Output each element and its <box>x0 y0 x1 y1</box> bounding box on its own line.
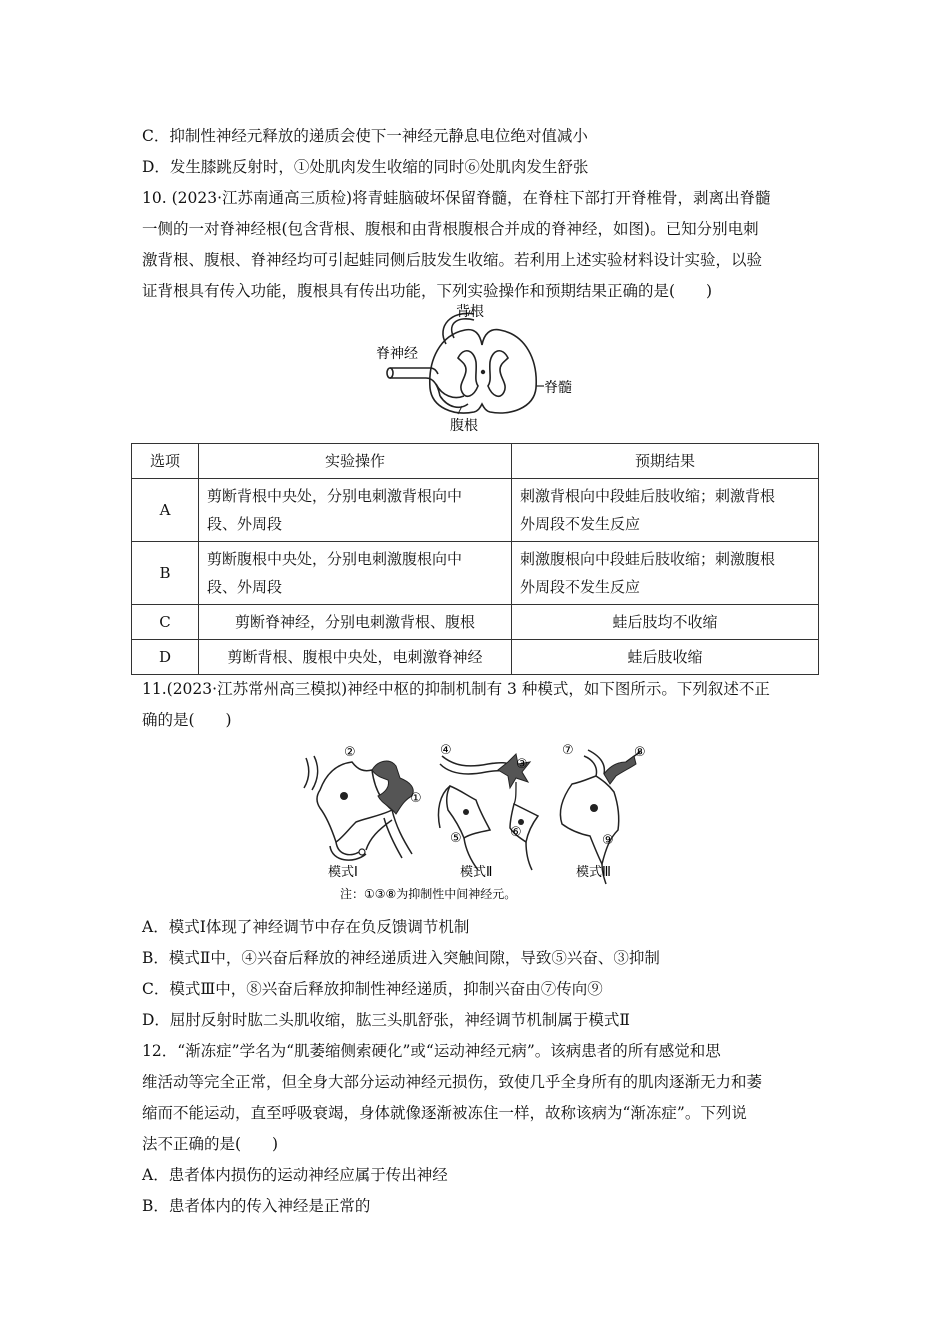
q10-options-table <box>131 443 819 675</box>
q11-option-a: A．模式Ⅰ体现了神经调节中存在负反馈调节机制 <box>142 918 470 936</box>
mode1-label: 模式Ⅰ <box>328 865 358 880</box>
q10-stem-line: 一侧的一对脊神经根(包含背根、腹根和由背根腹根合并成的脊神经，如图)。已知分别电刺 <box>142 220 759 238</box>
operation-text: 剪断腹根中央处，分别电刺激腹根向中 <box>207 550 463 568</box>
q12-stem-line: 缩而不能运动，直至呼吸衰竭，身体就像逐渐被冻住一样，故称该病为“渐冻症”。下列说 <box>142 1104 747 1122</box>
option-letter: B <box>132 542 199 605</box>
q11-stem-line: 确的是( ) <box>142 711 232 729</box>
q9-option-d: D．发生膝跳反射时，①处肌肉发生收缩的同时⑥处肌肉发生舒张 <box>142 158 589 176</box>
result-text: 外周段不发生反应 <box>520 515 641 533</box>
spinal-cord-diagram <box>370 300 590 438</box>
table-row <box>132 542 819 605</box>
q11-stem-line: 11.(2023·江苏常州高三模拟)神经中枢的抑制机制有 3 种模式，如下图所示。下列叙述不正 <box>142 680 770 698</box>
table-header: 选项 <box>132 444 199 479</box>
figure-note: 注：①③⑧为抑制性中间神经元。 <box>340 887 517 901</box>
spinal-cord-label: 脊髓 <box>544 380 572 396</box>
label-n2: ② <box>344 745 356 760</box>
option-letter: C <box>132 605 199 640</box>
q10-stem-line: 10. (2023·江苏南通高三质检)将青蛙脑破坏保留脊髓，在脊柱下部打开脊椎骨，剥离出脊髓 <box>142 189 771 207</box>
option-letter: A <box>132 479 199 542</box>
table-row <box>132 640 819 675</box>
q11-option-d: D．屈肘反射时肱二头肌收缩，肱三头肌舒张，神经调节机制属于模式Ⅱ <box>142 1011 630 1029</box>
label-n5: ⑤ <box>450 831 462 846</box>
label-n3: ③ <box>516 757 528 772</box>
table-row <box>132 605 819 640</box>
operation-text: 剪断背根中央处，分别电刺激背根向中 <box>207 487 463 505</box>
table-header: 实验操作 <box>199 444 512 479</box>
dorsal-root-label: 背根 <box>456 304 484 320</box>
option-letter: D <box>132 640 199 675</box>
result-text: 刺激腹根向中段蛙后肢收缩；刺激腹根 <box>520 550 776 568</box>
ventral-root-label: 腹根 <box>450 418 478 434</box>
operation-text: 剪断脊神经，分别电刺激背根、腹根 <box>199 605 512 640</box>
spinal-nerve-label: 脊神经 <box>376 346 418 362</box>
q12-stem-line: 12．“渐冻症”学名为“肌萎缩侧索硬化”或“运动神经元病”。该病患者的所有感觉和思 <box>142 1042 721 1060</box>
label-n7: ⑦ <box>562 743 574 758</box>
label-n8: ⑧ <box>634 745 646 760</box>
table-row <box>132 479 819 542</box>
q10-stem-line: 证背根具有传入功能，腹根具有传出功能，下列实验操作和预期结果正确的是( ) <box>142 282 713 300</box>
label-n6: ⑥ <box>510 825 522 840</box>
inhibition-modes-diagram <box>300 738 660 908</box>
operation-text: 剪断背根、腹根中央处，电刺激脊神经 <box>199 640 512 675</box>
q12-option-a: A．患者体内损伤的运动神经应属于传出神经 <box>142 1166 448 1184</box>
table-header: 预期结果 <box>512 444 819 479</box>
result-text: 蛙后肢收缩 <box>512 640 819 675</box>
operation-text: 段、外周段 <box>207 515 283 533</box>
mode2-label: 模式Ⅱ <box>460 865 493 880</box>
q11-option-b: B．模式Ⅱ中，④兴奋后释放的神经递质进入突触间隙，导致⑤兴奋、③抑制 <box>142 949 660 967</box>
q12-option-b: B．患者体内的传入神经是正常的 <box>142 1197 371 1215</box>
result-text: 外周段不发生反应 <box>520 578 641 596</box>
result-text: 蛙后肢均不收缩 <box>512 605 819 640</box>
q11-option-c: C．模式Ⅲ中，⑧兴奋后释放抑制性神经递质，抑制兴奋由⑦传向⑨ <box>142 980 603 998</box>
q9-option-c: C．抑制性神经元释放的递质会使下一神经元静息电位绝对值减小 <box>142 127 588 145</box>
result-text: 刺激背根向中段蛙后肢收缩；刺激背根 <box>520 487 776 505</box>
label-n9: ⑨ <box>602 833 614 848</box>
table-header-row <box>132 444 819 479</box>
label-n1: ① <box>410 791 422 806</box>
q10-stem-line: 激背根、腹根、脊神经均可引起蛙同侧后肢发生收缩。若利用上述实验材料设计实验，以验 <box>142 251 763 269</box>
q12-stem-line: 法不正确的是( ) <box>142 1135 279 1153</box>
label-n4: ④ <box>440 743 452 758</box>
operation-text: 段、外周段 <box>207 578 283 596</box>
q12-stem-line: 维活动等完全正常，但全身大部分运动神经元损伤，致使几乎全身所有的肌肉逐渐无力和萎 <box>142 1073 763 1091</box>
mode3-label: 模式Ⅲ <box>576 865 611 880</box>
